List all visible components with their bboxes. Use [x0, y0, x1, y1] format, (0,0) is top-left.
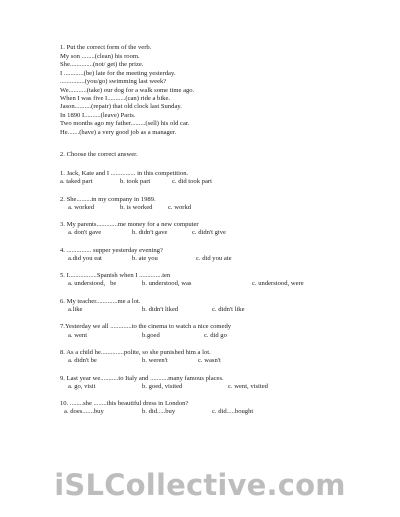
question-5	[60, 273, 360, 289]
option-c: c. didn't like	[212, 306, 245, 313]
option-c: c. did go	[204, 331, 227, 339]
option-c: c. went, visited	[228, 382, 268, 390]
option-b: b.goed	[142, 331, 160, 339]
question-options	[60, 333, 360, 341]
worksheet	[60, 44, 360, 416]
option-b: b. is worked	[120, 203, 153, 211]
question-10	[60, 401, 360, 417]
option-c: c. did took part	[172, 178, 212, 186]
question-8	[60, 350, 360, 366]
option-b: b. ate you	[132, 254, 158, 262]
option-a: a. taked part	[60, 178, 93, 186]
task-1-line: He.......(have) a very good job as a manager.	[60, 128, 177, 136]
option-b: b. did.....buy	[142, 408, 176, 416]
task-1-line: She..............(not/ get) the prize.	[60, 61, 144, 69]
question-stem: 3. My parents.............me money for a new computer	[60, 221, 199, 229]
question-options	[60, 256, 360, 264]
question-stem: 1. Jack, Kate and I ............... in this competition.	[60, 170, 189, 177]
option-a: a. go, visit	[68, 382, 96, 390]
question-stem: 5. I.................Spanish when I ..............ten	[60, 272, 171, 280]
option-a: a. does.......buy	[64, 408, 104, 416]
task-1-line: ...............(you/go) swimming last week?	[60, 78, 167, 86]
option-c: c. wasn't	[198, 357, 221, 365]
task-1-line: Two months ago my father.........(sell) his old car.	[60, 120, 190, 128]
task-1-line: When I was five I...........(can) ride a bike.	[60, 94, 171, 102]
task-1-line: Jason..........(repair) that old clock last Sunday.	[60, 103, 182, 111]
option-b: b. didn't liked	[142, 306, 179, 313]
option-c: c. did.....bought	[212, 408, 254, 416]
option-b: b. took part	[120, 178, 151, 186]
option-a: a. don't gave	[68, 229, 102, 237]
question-4	[60, 248, 360, 264]
task-1-line: We...........(take) our dog for a walk some time ago.	[60, 86, 195, 94]
question-9	[60, 376, 360, 392]
option-a: a. didn't be	[68, 357, 97, 365]
option-a: a. worked	[68, 203, 94, 211]
question-options	[60, 179, 360, 187]
question-options	[60, 230, 360, 238]
question-options	[60, 281, 360, 289]
task-1-line: I ............(be) late for the meeting yesterday.	[60, 69, 176, 77]
question-stem: 4. ............... supper yesterday evening?	[60, 246, 163, 254]
question-stem: 9. Last year we...........to Italy and ...........many famous places.	[60, 374, 224, 382]
question-options	[60, 307, 360, 315]
question-options	[60, 205, 360, 213]
option-a: a. went	[68, 331, 88, 339]
question-3	[60, 222, 360, 238]
question-options	[60, 358, 360, 366]
option-c: c. workd	[168, 203, 192, 211]
question-1	[60, 171, 360, 187]
question-stem: 8. As a child he..............polite, so she punished him a lot.	[60, 348, 211, 356]
task-1-title: 1. Put the correct form of the verb.	[60, 44, 152, 51]
task-1-line: In 1890 I..........(leave) Paris.	[60, 111, 136, 119]
option-b: b. understood, was	[142, 280, 192, 288]
question-stem: 6. My teacher.............me a lot.	[60, 297, 141, 305]
question-2	[60, 197, 360, 213]
question-6	[60, 299, 360, 315]
question-stem: 2. She.........in my company in 1989.	[60, 195, 156, 203]
option-b: b. weren't	[142, 357, 168, 365]
option-b: b. didn't gave	[132, 229, 168, 237]
option-a: a.like	[68, 306, 83, 313]
task-2	[60, 152, 360, 427]
option-c: c. did you ate	[196, 254, 232, 262]
question-options	[60, 384, 360, 392]
option-b: b. goed, visited	[142, 382, 183, 390]
option-c: c. understood, were	[252, 280, 304, 288]
option-c: c. didn't give	[192, 229, 226, 237]
task-1-line: My son ........(clean) his room.	[60, 53, 140, 60]
question-stem: 7.Yesterday we all .............to the cinema to watch a nice comedy	[60, 323, 232, 331]
task-1	[60, 45, 360, 138]
watermark-logo: iSLCollective.com	[54, 468, 346, 502]
task-2-title: 2. Choose the correct answer.	[60, 151, 138, 158]
option-a: a.did you eat	[68, 254, 102, 262]
question-stem: 10. ........she ........this beautiful dress in London?	[60, 400, 189, 408]
question-7	[60, 324, 360, 340]
option-a: a. understood, be	[68, 280, 117, 288]
question-options	[60, 409, 360, 417]
